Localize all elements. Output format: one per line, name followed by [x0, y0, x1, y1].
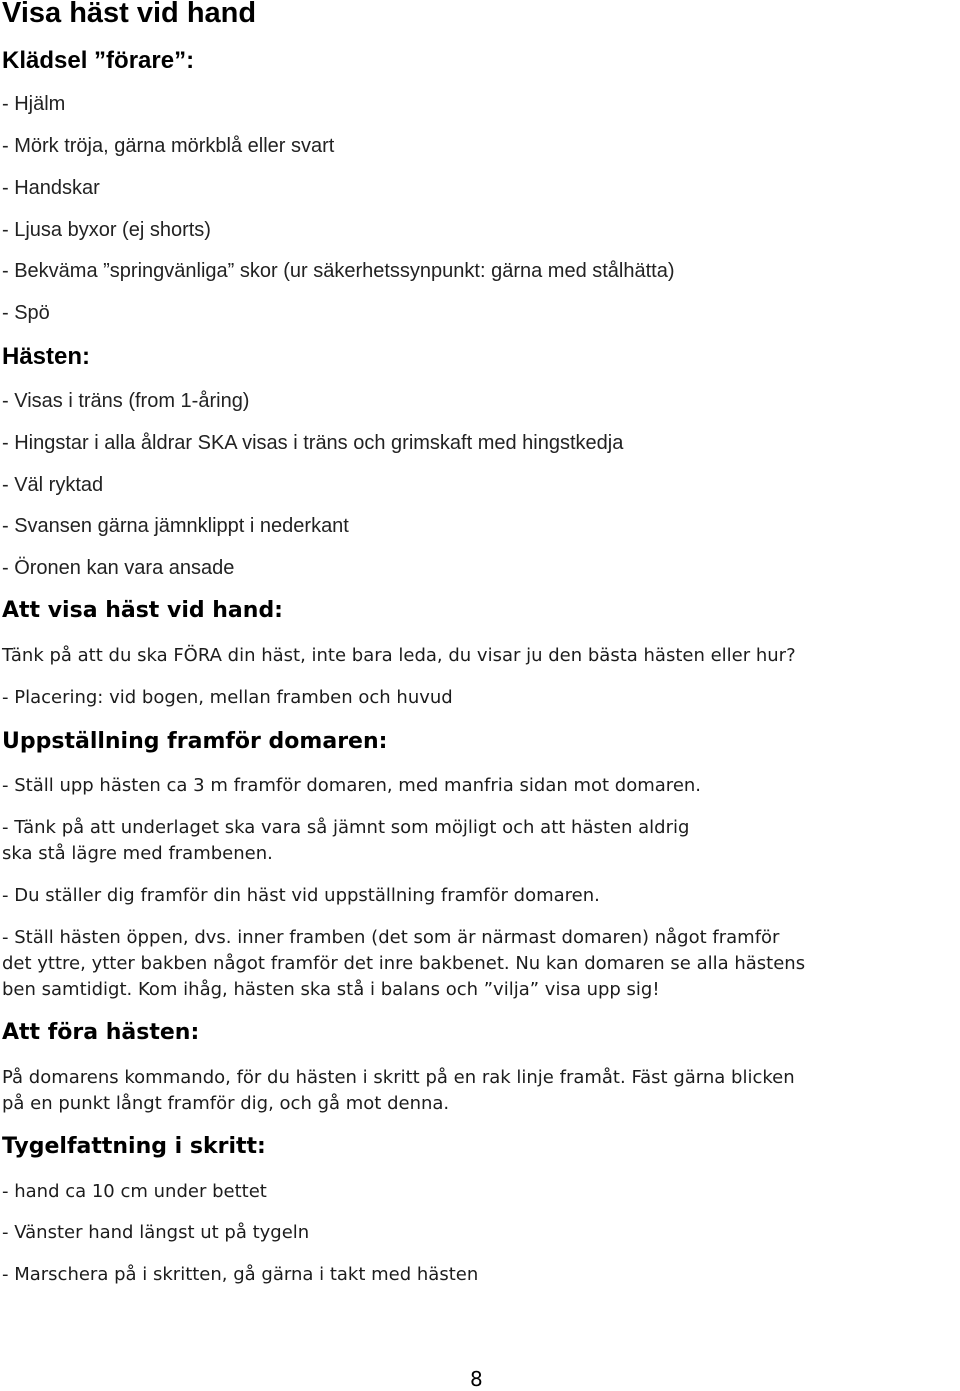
section-heading-att-visa: Att visa häst vid hand:: [2, 598, 283, 623]
list-item: - Marschera på i skritten, gå gärna i takt med hästen: [2, 1264, 479, 1285]
section-heading-att-fora: Att föra hästen:: [2, 1020, 200, 1045]
paragraph-line: - Du ställer dig framför din häst vid uppställning framför domaren.: [2, 885, 600, 906]
paragraph-line: ska stå lägre med frambenen.: [2, 843, 273, 864]
paragraph-line: Tänk på att du ska FÖRA din häst, inte bara leda, du visar ju den bästa hästen eller hur?: [2, 645, 796, 666]
list-item: - Bekväma ”springvänliga” skor (ur säkerhetssynpunkt: gärna med stålhätta): [2, 260, 675, 282]
section-heading-tygelfattning: Tygelfattning i skritt:: [2, 1134, 266, 1159]
paragraph-line: På domarens kommando, för du hästen i skritt på en rak linje framåt. Fäst gärna blicken: [2, 1067, 795, 1088]
list-item: - Mörk tröja, gärna mörkblå eller svart: [2, 135, 335, 157]
paragraph-line: på en punkt långt framför dig, och gå mot denna.: [2, 1093, 450, 1114]
list-item: - Svansen gärna jämnklippt i nederkant: [2, 515, 349, 537]
paragraph-line: det yttre, ytter bakben något framför det inre bakbenet. Nu kan domaren se alla hästens: [2, 953, 806, 974]
paragraph-line: ben samtidigt. Kom ihåg, hästen ska stå i balans och ”vilja” visa upp sig!: [2, 979, 660, 1000]
list-item: - Vänster hand längst ut på tygeln: [2, 1222, 310, 1243]
list-item: - Ljusa byxor (ej shorts): [2, 219, 211, 241]
list-item: - Hingstar i alla åldrar SKA visas i träns och grimskaft med hingstkedja: [2, 432, 624, 454]
page-title: Visa häst vid hand: [2, 0, 257, 29]
list-item: - Visas i träns (from 1-åring): [2, 390, 250, 412]
paragraph-line: - Tänk på att underlaget ska vara så jämnt som möjligt och att hästen aldrig: [2, 817, 690, 838]
section-heading-kladsel: Klädsel ”förare”:: [2, 47, 195, 74]
section-heading-uppstallning: Uppställning framför domaren:: [2, 729, 388, 754]
page-number: 8: [470, 1367, 483, 1391]
paragraph-line: - Ställ upp hästen ca 3 m framför domaren, med manfria sidan mot domaren.: [2, 775, 702, 796]
list-item: - hand ca 10 cm under bettet: [2, 1181, 267, 1202]
paragraph-line: - Placering: vid bogen, mellan framben och huvud: [2, 687, 453, 708]
list-item: - Hjälm: [2, 93, 66, 115]
list-item: - Handskar: [2, 177, 100, 199]
paragraph-line: - Ställ hästen öppen, dvs. inner framben (det som är närmast domaren) något framför: [2, 927, 780, 948]
section-heading-hasten: Hästen:: [2, 343, 91, 370]
list-item: - Spö: [2, 302, 50, 324]
list-item: - Öronen kan vara ansade: [2, 557, 235, 579]
list-item: - Väl ryktad: [2, 474, 104, 496]
